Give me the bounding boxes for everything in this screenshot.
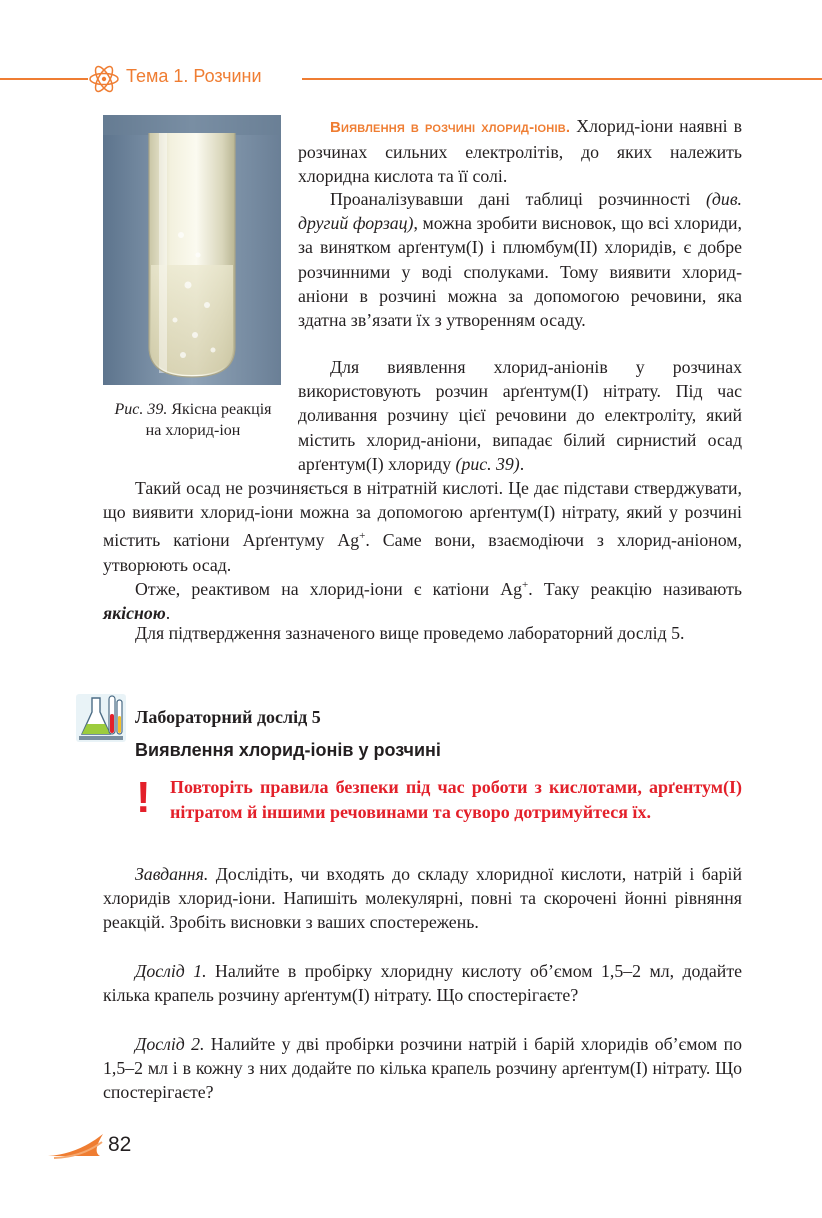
safety-warning: Повторіть правила безпеки під час роботи з кислотами, арґентум(І) нітратом й іншими речовинами та суворо дотримуйтеся їх.	[170, 777, 742, 822]
paragraph-2-text-a: Проаналізувавши дані таблиці розчинності	[330, 189, 707, 209]
experiment-1	[103, 959, 742, 1007]
paragraph-4-text-a: Такий осад не розчиняється в нітратній кислоті. Це дає підстави стверджувати, що виявити хлорид-іони можна за допомогою арґентум(І) нітрату, який у розчині містить катіони Арґентуму Ag	[103, 478, 742, 551]
figure-caption	[110, 399, 276, 441]
experiment-1-label: Дослід 1.	[135, 961, 207, 981]
lab-subtitle: Виявлення хлорид-іонів у розчині	[135, 740, 441, 760]
atom-icon	[88, 64, 120, 94]
paragraph-2	[298, 187, 742, 332]
lab-flasks-icon	[76, 692, 126, 744]
paragraph-5-term: якісною	[103, 603, 166, 624]
paragraph-3-end: .	[519, 453, 525, 474]
header-title: Тема 1. Розчини	[126, 66, 262, 86]
paragraph-5-text-a: Отже, реактивом на хлорид-іони є катіони Ag	[135, 578, 523, 599]
paragraph-5-sup: +	[522, 579, 529, 591]
figure-photo	[103, 115, 281, 385]
page-number: 82	[108, 1133, 132, 1156]
task-label: Завдання.	[135, 864, 209, 884]
caption-text: Якісна реакція на хлорид-іон	[145, 401, 272, 439]
experiment-2-label: Дослід 2.	[135, 1034, 205, 1054]
caption-label: Рис. 39.	[114, 401, 168, 418]
paragraph-5-end: .	[165, 603, 171, 624]
paragraph-6	[103, 621, 742, 645]
header-rule-right	[302, 78, 822, 80]
section-heading: Виявлення в розчині хлорид-іонів.	[330, 119, 571, 136]
paragraph-4-text-b: . Саме вони, взаємодіючи з хлорид-аніоном, утворюють осад.	[103, 530, 742, 575]
header-rule-left	[0, 78, 88, 80]
paragraph-1	[298, 114, 742, 189]
paragraph-6-text: Для підтвердження зазначеного вище проведемо лабораторний дослід 5.	[135, 623, 685, 643]
paragraph-3	[298, 355, 742, 476]
page-swoosh-icon	[48, 1130, 104, 1160]
paragraph-3-ref: (рис. 39)	[455, 453, 520, 474]
lab-title: Лабораторний дослід 5	[135, 707, 321, 727]
task-text: Дослідіть, чи входять до складу хлоридної кислоти, натрій і барій хлоридів хлорид-іони. Напишіть молекулярні, повні та скорочені йонні рівняння реакцій. Зробіть висновки з ваших спостережень.	[103, 864, 742, 933]
paragraph-4-sup: +	[359, 530, 366, 543]
experiment-2-text: Налийте у дві пробірки розчини натрій і барій хлоридів об’ємом по 1,5–2 мл і в кожну з них додайте по кілька крапель розчину арґентум(І) нітрату. Що спостерігаєте?	[103, 1034, 742, 1103]
paragraph-1-text: Хлорид-іони наявні в розчинах сильних електролітів, до яких належить хлоридна кислота та її солі.	[298, 116, 742, 187]
experiment-2	[103, 1032, 742, 1105]
paragraph-2-text-b: , можна зробити висновок, що всі хлориди, за винятком арґентум(І) і плюмбум(ІІ) хлоридів, є добре розчинними у воді сполуками. Тому виявити хлорид-аніони в розчині можна за допомогою речовини, яка здатна зв’язати їх з утворенням осаду.	[298, 213, 742, 331]
paragraph-2-ref: (див. другий форзац)	[298, 189, 742, 234]
experiment-1-text: Налийте в пробірку хлоридну кислоту об’ємом 1,5–2 мл, додайте кілька крапель розчину арґентум(І) нітрату. Що спостерігаєте?	[103, 961, 742, 1006]
task-paragraph	[103, 862, 742, 935]
paragraph-3-text: Для виявлення хлорид-аніонів у розчинах використовують розчин арґентум(І) нітрату. Під час доливання розчину цієї речовини до електроліту, який містить хлорид-аніони, випадає білий сирнистий осад арґентум(І) хлориду	[298, 357, 742, 474]
exclamation-icon: !	[136, 773, 151, 822]
paragraph-4	[103, 476, 742, 577]
paragraph-5	[103, 573, 742, 625]
paragraph-5-text-b: . Таку реакцію називають	[528, 578, 742, 599]
